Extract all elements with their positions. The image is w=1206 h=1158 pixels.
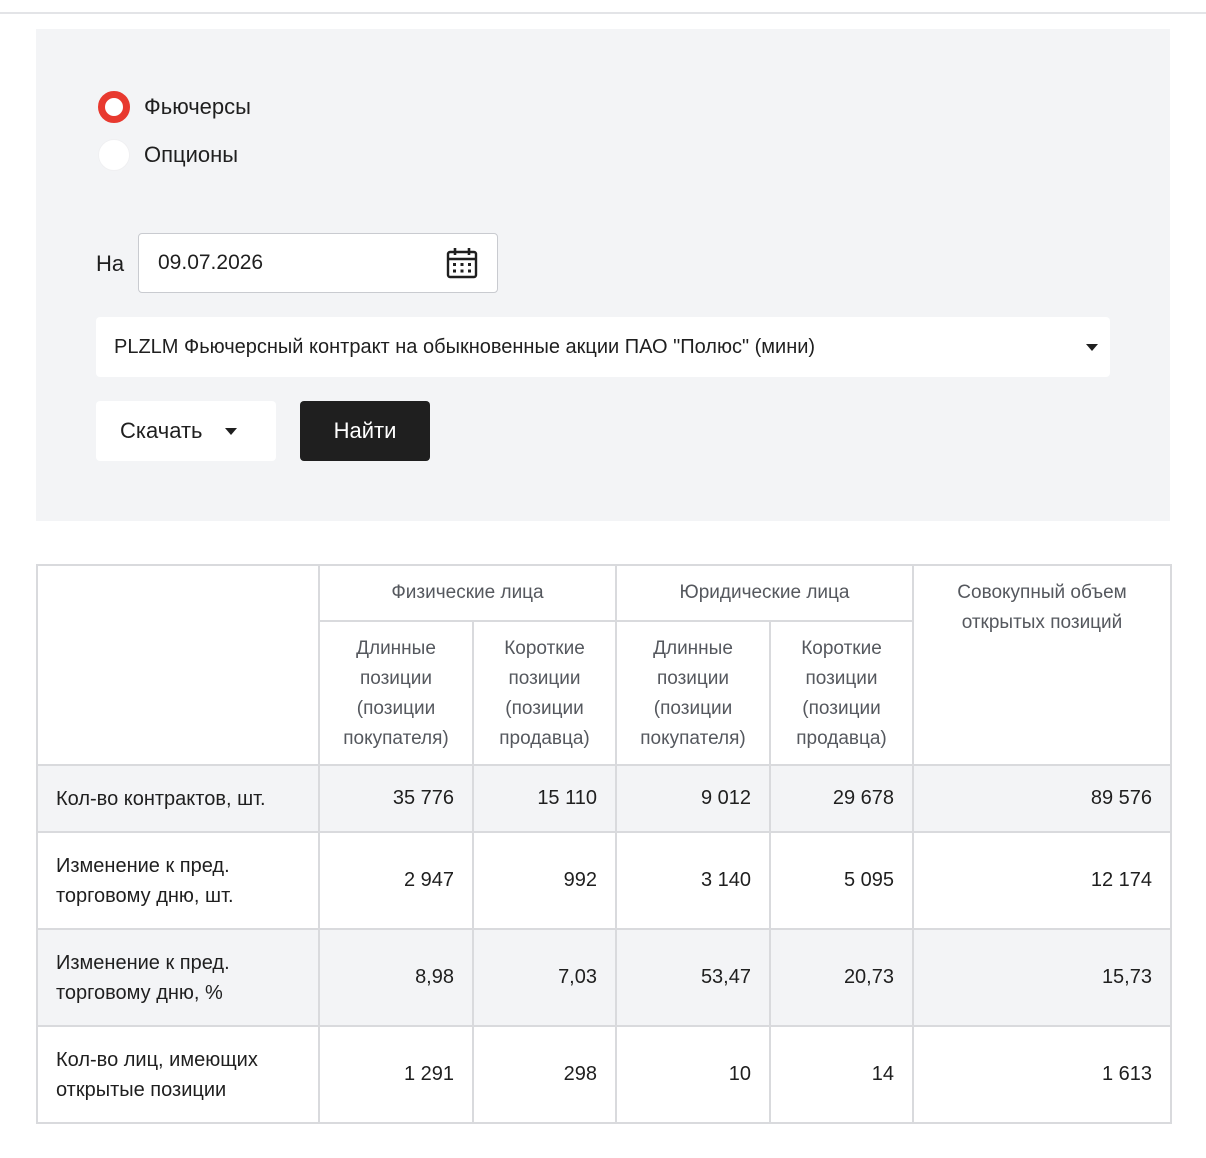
radio-futures-label: Фьючерсы: [144, 94, 251, 119]
top-divider: [0, 12, 1206, 14]
header-individuals-long: Длинные позиции (позиции покупателя): [319, 621, 473, 765]
cell-legal-short: 5 095: [770, 832, 913, 929]
table-row: [37, 765, 1171, 832]
date-label: На: [96, 251, 125, 276]
calendar-icon[interactable]: [445, 246, 479, 280]
row-label: Изменение к пред. торговому дню, %: [37, 929, 319, 1026]
cell-legal-long: 10: [616, 1026, 770, 1123]
cell-legal-long: 9 012: [616, 765, 770, 832]
cell-legal-short: 20,73: [770, 929, 913, 1026]
radio-futures[interactable]: [98, 91, 251, 123]
cell-total: 15,73: [913, 929, 1171, 1026]
download-label: Скачать: [120, 418, 203, 443]
contract-select-value: PLZLM Фьючерсный контракт на обыкновенные акции ПАО "Полюс" (мини): [114, 335, 816, 358]
cell-total: 1 613: [913, 1026, 1171, 1123]
cell-legal-short: 29 678: [770, 765, 913, 832]
open-interest-table: [36, 564, 1172, 1124]
row-label: Кол-во контрактов, шт.: [37, 765, 319, 832]
header-legal-short: Короткие позиции (позиции продавца): [770, 621, 913, 765]
cell-individuals-short: 992: [473, 832, 616, 929]
date-input[interactable]: [138, 233, 498, 293]
header-legal-long: Длинные позиции (позиции покупателя): [616, 621, 770, 765]
filter-panel: [36, 29, 1170, 521]
find-button[interactable]: Найти: [300, 401, 430, 461]
header-individuals-short: Короткие позиции (позиции продавца): [473, 621, 616, 765]
cell-individuals-short: 7,03: [473, 929, 616, 1026]
cell-individuals-long: 8,98: [319, 929, 473, 1026]
radio-options[interactable]: [98, 139, 238, 171]
contract-select[interactable]: [96, 317, 1110, 377]
radio-checked-icon: [98, 91, 130, 123]
row-label: Кол-во лиц, имеющих открытые позиции: [37, 1026, 319, 1123]
cell-individuals-long: 2 947: [319, 832, 473, 929]
cell-individuals-long: 35 776: [319, 765, 473, 832]
header-individuals: Физические лица: [319, 565, 616, 621]
cell-legal-short: 14: [770, 1026, 913, 1123]
date-value[interactable]: 09.07.2026: [158, 251, 264, 274]
cell-individuals-short: 298: [473, 1026, 616, 1123]
radio-unchecked-icon: [98, 139, 130, 171]
chevron-down-icon: [1086, 344, 1098, 351]
chevron-down-icon: [225, 428, 237, 435]
cell-individuals-long: 1 291: [319, 1026, 473, 1123]
cell-total: 12 174: [913, 832, 1171, 929]
header-total: Совокупный объем открытых позиций: [913, 565, 1171, 765]
cell-individuals-short: 15 110: [473, 765, 616, 832]
download-button[interactable]: [96, 401, 276, 461]
header-empty: [37, 565, 319, 765]
table-row: [37, 832, 1171, 929]
header-legal-entities: Юридические лица: [616, 565, 913, 621]
row-label: Изменение к пред. торговому дню, шт.: [37, 832, 319, 929]
cell-total: 89 576: [913, 765, 1171, 832]
table-row: [37, 1026, 1171, 1123]
table-row: [37, 929, 1171, 1026]
cell-legal-long: 3 140: [616, 832, 770, 929]
radio-options-label: Опционы: [144, 142, 239, 167]
cell-legal-long: 53,47: [616, 929, 770, 1026]
